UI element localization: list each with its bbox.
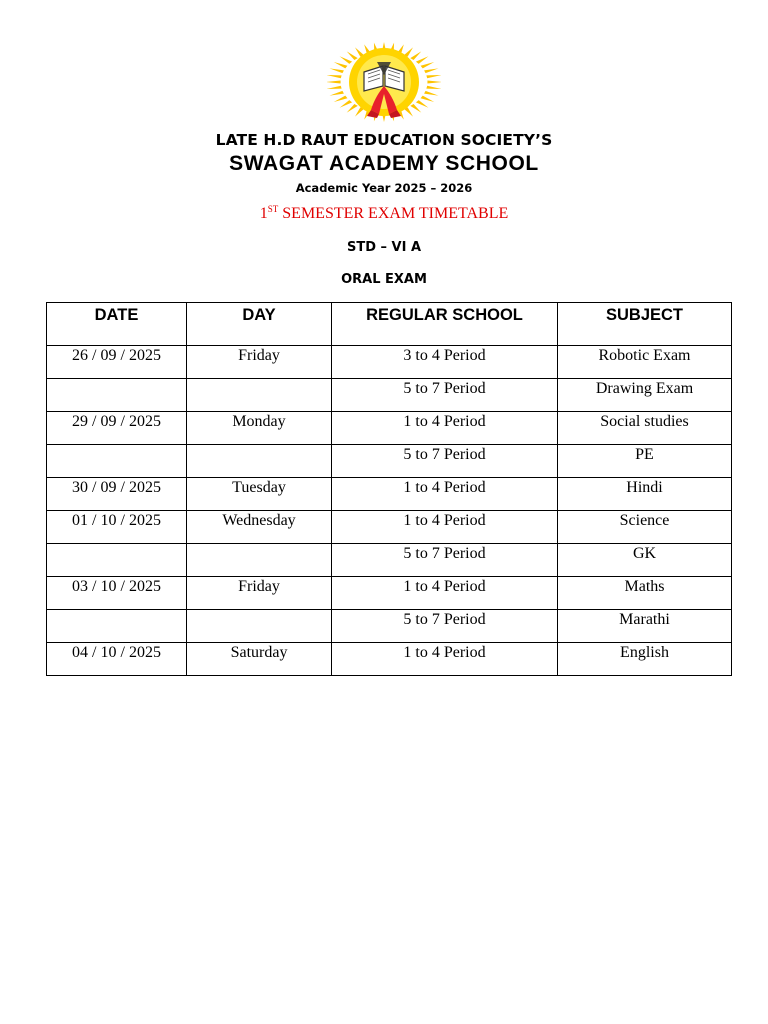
- cell-day: Monday: [187, 412, 332, 445]
- exam-title-text: SEMESTER EXAM TIMETABLE: [278, 205, 509, 222]
- cell-date: [47, 544, 187, 577]
- logo-ray: [347, 51, 358, 60]
- logo-ray: [329, 91, 343, 96]
- cell-date: [47, 445, 187, 478]
- table-row: [47, 445, 732, 478]
- cell-subject: Science: [558, 511, 732, 544]
- logo-ray: [347, 104, 358, 113]
- cell-day: Saturday: [187, 643, 332, 676]
- cell-subject: Drawing Exam: [558, 379, 732, 412]
- cell-subject: GK: [558, 544, 732, 577]
- cell-period: 1 to 4 Period: [332, 643, 558, 676]
- academic-year: Academic Year 2025 – 2026: [295, 181, 473, 195]
- cell-period: 1 to 4 Period: [332, 577, 558, 610]
- cell-day: Friday: [187, 346, 332, 379]
- cell-subject: Maths: [558, 577, 732, 610]
- logo-ray: [329, 68, 343, 73]
- school-logo: [327, 42, 441, 122]
- logo-ray: [427, 81, 441, 84]
- cell-subject: Social studies: [558, 412, 732, 445]
- exam-title-ordinal: 1: [259, 205, 268, 222]
- cell-subject: Marathi: [558, 610, 732, 643]
- exam-timetable: [46, 302, 732, 676]
- table-row: [47, 478, 732, 511]
- cell-date: [47, 379, 187, 412]
- logo-ray: [334, 96, 348, 102]
- cell-day: [187, 544, 332, 577]
- logo-ray: [421, 62, 435, 68]
- column-header-subject: SUBJECT: [558, 303, 732, 346]
- column-header-day: DAY: [187, 303, 332, 346]
- table-row: [47, 643, 732, 676]
- table-row: [47, 511, 732, 544]
- society-name: LATE H.D RAUT EDUCATION SOCIETY’S: [215, 131, 553, 149]
- logo-ray: [424, 68, 438, 73]
- cell-subject: Hindi: [558, 478, 732, 511]
- cell-day: [187, 379, 332, 412]
- cell-subject: Robotic Exam: [558, 346, 732, 379]
- cell-date: 01 / 10 / 2025: [47, 511, 187, 544]
- logo-ray: [410, 51, 421, 60]
- cell-period: 1 to 4 Period: [332, 511, 558, 544]
- logo-ray: [327, 81, 341, 84]
- table-header-row: [47, 303, 732, 346]
- cell-subject: English: [558, 643, 732, 676]
- column-header-regular-school: REGULAR SCHOOL: [332, 303, 558, 346]
- exam-title-suffix: ST: [267, 204, 279, 214]
- cell-period: 5 to 7 Period: [332, 445, 558, 478]
- table-row: [47, 346, 732, 379]
- cell-period: 5 to 7 Period: [332, 544, 558, 577]
- cell-period: 1 to 4 Period: [332, 478, 558, 511]
- cell-date: 03 / 10 / 2025: [47, 577, 187, 610]
- cell-date: 26 / 09 / 2025: [47, 346, 187, 379]
- cell-period: 5 to 7 Period: [332, 379, 558, 412]
- cell-period: 5 to 7 Period: [332, 610, 558, 643]
- standard-label: STD – VI A: [346, 240, 422, 255]
- cell-subject: PE: [558, 445, 732, 478]
- logo-ray: [416, 100, 429, 108]
- logo-ray: [426, 75, 441, 78]
- table-row: [47, 544, 732, 577]
- exam-type: ORAL EXAM: [341, 272, 427, 287]
- school-name: SWAGAT ACADEMY SCHOOL: [229, 152, 539, 175]
- table-row: [47, 577, 732, 610]
- cell-period: 1 to 4 Period: [332, 412, 558, 445]
- cell-day: Friday: [187, 577, 332, 610]
- cell-date: [47, 610, 187, 643]
- table-row: [47, 610, 732, 643]
- cell-day: Wednesday: [187, 511, 332, 544]
- logo-ray: [340, 56, 353, 64]
- cell-date: 29 / 09 / 2025: [47, 412, 187, 445]
- cell-day: Tuesday: [187, 478, 332, 511]
- logo-ray: [410, 104, 421, 113]
- logo-ray: [416, 56, 429, 64]
- logo-ray: [421, 96, 435, 102]
- logo-ray: [340, 100, 353, 108]
- column-header-date: DATE: [47, 303, 187, 346]
- table-row: [47, 379, 732, 412]
- logo-ray: [327, 75, 342, 78]
- cell-day: [187, 445, 332, 478]
- table-row: [47, 412, 732, 445]
- exam-title: [0, 205, 768, 223]
- cell-period: 3 to 4 Period: [332, 346, 558, 379]
- logo-ray: [327, 86, 342, 89]
- cell-day: [187, 610, 332, 643]
- logo-ray: [334, 62, 348, 68]
- cell-date: 04 / 10 / 2025: [47, 643, 187, 676]
- logo-ray: [424, 91, 438, 96]
- logo-ray: [426, 86, 441, 89]
- cell-date: 30 / 09 / 2025: [47, 478, 187, 511]
